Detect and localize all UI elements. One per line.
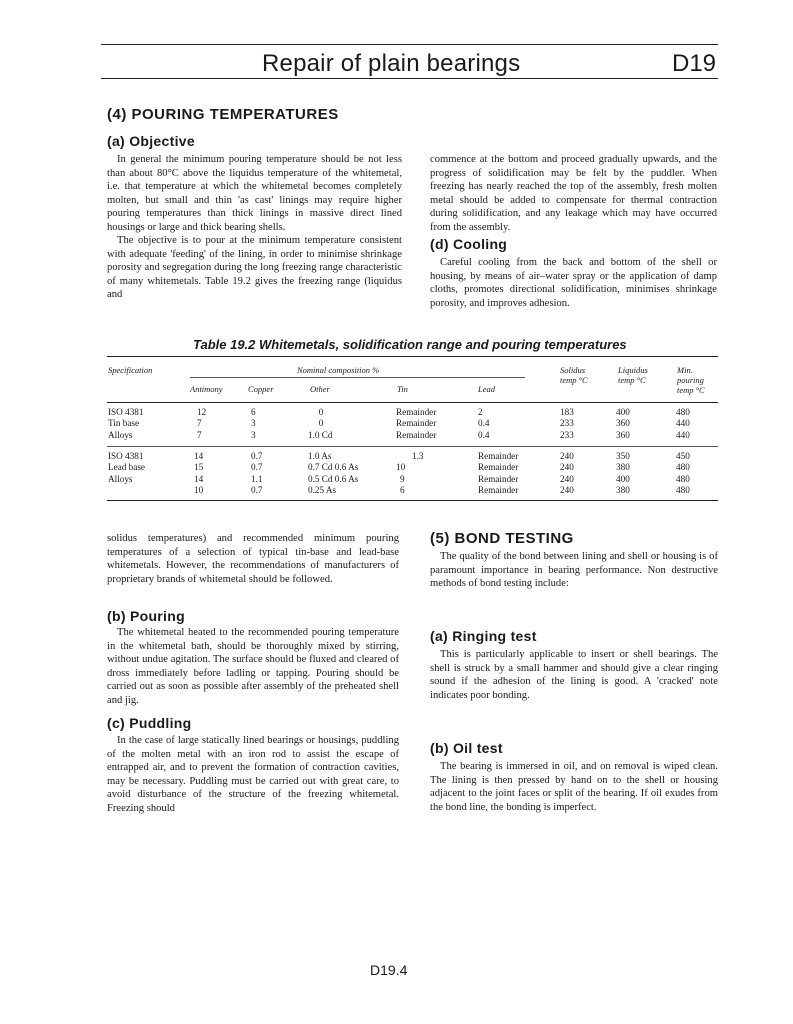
puddling-text [107,734,399,815]
table-cell: 240 [560,451,574,461]
table-bottom-rule [107,500,718,501]
col-antimony [194,451,203,497]
col-copper [251,407,256,441]
header-solidus: Solidus temp °C [560,365,588,385]
table-cell: 6 [400,485,405,496]
table-caption: Table 19.2 Whitemetals, solidification range and pouring temperatures [193,337,627,352]
bond-testing-paragraph: The quality of the bond between lining and shell or housing is of paramount importance in bearing performance. Non destructive methods of bond testing include: [430,551,718,589]
table-cell: ISO 4381 [108,451,144,461]
header-antimony: Antimony [190,384,223,394]
table-cell: 450 [676,451,690,461]
table-cell: 240 [560,485,574,496]
table-cell: 14 [194,451,204,461]
freezing-range-paragraph: solidus temperatures) and recommended minimum pouring temperatures of a selection of typical tin-base and lead-base whitemetals. However, the recommendations of manufacturers of proprietary brands of whitemetal should be followed. [107,533,399,585]
table-header-rule [107,402,718,403]
table-top-rule [107,356,718,357]
col-liquidus [616,407,630,441]
col-tin [396,451,423,497]
table-cell: 1.0 As [308,451,332,461]
table-cell: Remainder [396,407,437,417]
puddling-continuation-text [430,153,717,234]
table-cell: 2 [478,407,483,417]
table-cell: 0.7 [251,451,263,461]
subheading-pouring: (b) Pouring [107,608,185,624]
table-cell: 183 [560,407,574,417]
col-other-cd [308,430,333,441]
col-min-pouring [676,451,690,497]
page-number: D19.4 [370,962,408,978]
table-cell: ISO 4381 [108,407,144,417]
section-code: D19 [672,50,717,77]
bond-testing-intro [430,550,718,591]
header-liquidus: Liquidus temp °C [618,365,648,385]
table-cell: 3 [251,418,256,429]
subheading-cooling: (d) Cooling [430,236,508,252]
objective-text [107,153,402,302]
objective-paragraph-2: The objective is to pour at the minimum temperature consistent with adequate 'feeding' of the lining, in order to minimise shrinkage porosity and segregation during the long freezing range characteristic of many whitemetals. Table 19.2 gives the freezing range (liquidus and [107,235,402,300]
table-cell: Remainder [478,473,519,484]
oil-test-paragraph: The bearing is immersed in oil, and on removal is wiped clean. The lining is then pressed by hand on to the shell or housing adjacent to the joint faces or split of the bearing. If oil exudes from the bond line, the bonding is imperfect. [430,761,718,813]
header-min-pouring: Min. pouring temp °C [677,365,705,395]
table-cell: 1.3 [412,451,424,461]
table-cell: 0.5 Cd 0.6 As [308,473,359,484]
table-cell: 0.4 [478,418,490,429]
table-cell: 360 [616,429,630,440]
table-cell: Remainder [478,451,519,461]
page-title: Repair of plain bearings [262,50,521,77]
header-nominal-composition: Nominal composition % [297,365,380,375]
table-cell: 440 [676,418,690,429]
ringing-test-paragraph: This is particularly applicable to insert or shell bearings. The shell is struck by a small hammer and should give a clear ringing sound if the adhesion of the lining is good. A 'cracked' note indicates poor bonding. [430,649,718,701]
table-cell: 0 [318,407,324,417]
puddling-paragraph: In the case of large statically lined bearings or housings, puddling of the molten metal with an iron rod to assist the escape of entrapped air, and to prevent the formation of contraction cavities, may be necessary. Puddling must be carried out with great care, to avoid disturbance of the structure of the freezing whitemetal. Freezing should [107,735,399,814]
table-cell: Alloys [108,429,133,440]
table-group-rule [107,446,718,447]
col-spec [108,451,145,485]
table-cell: 1.1 [251,473,263,484]
table-cell: Remainder [478,462,519,473]
table-cell: 0.7 [251,462,263,473]
header-tin: Tin [397,384,408,394]
table-cell: Lead base [108,462,145,473]
table-cell: 0.25 As [308,485,337,496]
table-cell: 15 [194,462,204,473]
table-cell: 0.7 Cd 0.6 As [308,462,359,473]
table-cell: 400 [616,407,630,417]
table-cell: Tin base [108,418,140,429]
table-cell: 7 [197,418,202,429]
section-heading-bond-testing: (5) BOND TESTING [430,530,574,547]
col-lead [478,451,518,497]
cooling-paragraph: Careful cooling from the back and bottom of the shell or housing, by means of air–water spray or the application of damp cloths, promotes directional solidification, minimises shrinkage porosity, and improves adhesion. [430,257,717,309]
table-cell: 0.7 [251,485,263,496]
col-solidus [560,407,574,441]
table-cell: 240 [560,462,574,473]
table-cell: 12 [197,407,207,417]
table-cell: Remainder [396,418,437,429]
table-cell: 0.4 [478,429,490,440]
cooling-text [430,256,717,310]
col-antimony [197,407,206,441]
table-cell: 360 [616,418,630,429]
col-lead [478,407,489,441]
col-other [308,451,358,497]
table-cell: 7 [197,429,202,440]
table-cell: 350 [616,451,630,461]
table-cell: 233 [560,418,574,429]
pouring-paragraph: The whitemetal heated to the recommended pouring temperature in the whitemetal bath, should be thoroughly mixed by stirring, without undue agitation. The surface should be fluxed and cleared of dross immediately before ladling or tapping. Pouring should be carried out as soon as possible after assembly of the preheated shell and jig. [107,627,399,706]
header-top-rule [101,44,718,45]
col-copper [251,451,262,497]
subheading-oil-test: (b) Oil test [430,740,503,756]
table-cell: 440 [676,429,690,440]
header-specification: Specification [108,365,153,375]
col-tin [396,407,436,441]
table-cell: 380 [616,485,630,496]
table-cell: 9 [400,473,405,484]
table-cell: 3 [251,429,256,440]
header-lead: Lead [478,384,495,394]
table-cell: 400 [616,473,630,484]
table-cell: 1.0 Cd [308,429,333,440]
table-cell: 233 [560,429,574,440]
col-liquidus [616,451,630,497]
table-cell: Alloys [108,473,133,484]
table-cell: 480 [676,485,690,496]
header-other: Other [310,384,330,394]
subheading-ringing-test: (a) Ringing test [430,628,537,644]
freezing-range-continuation [107,532,399,586]
puddling-continuation-paragraph: commence at the bottom and proceed gradually upwards, and the progress of solidification may be felt by the puddler. When freezing has nearly reached the top of the assembly, fresh molten metal should be added to compensate for thermal contraction during solidification, and any leakage which may have occurred from the assembly. [430,154,717,233]
col-other [310,407,332,430]
table-cell: 0 [318,418,324,429]
objective-paragraph-1: In general the minimum pouring temperature should be not less than about 80°C above the liquidus temperature of the whitemetal, i.e. that temperature at which the whitemetal becomes completely molten, but small and thin 'as cast' linings may require higher pouring temperatures than thick linings in massive direct lined housings or large and thick bearing shells. [107,154,402,233]
section-heading-pouring-temperatures: (4) POURING TEMPERATURES [107,106,339,123]
col-spec [108,407,143,441]
table-cell: 6 [251,407,256,417]
table-cell: 10 [396,462,406,473]
oil-test-text [430,760,718,814]
pouring-text [107,626,399,707]
table-cell: 14 [194,473,204,484]
subheading-objective: (a) Objective [107,133,195,149]
ringing-test-text [430,648,718,702]
table-cell: 380 [616,462,630,473]
nominal-underline [190,377,525,378]
table-cell: 10 [194,485,204,496]
table-cell: Remainder [396,429,437,440]
header-copper: Copper [248,384,274,394]
col-solidus [560,451,574,497]
header-bottom-rule [101,78,718,79]
table-cell: 480 [676,473,690,484]
table-cell: 480 [676,462,690,473]
subheading-puddling: (c) Puddling [107,715,192,731]
table-cell: 240 [560,473,574,484]
table-cell: 480 [676,407,690,417]
table-cell: Remainder [478,485,519,496]
col-min-pouring [676,407,690,441]
